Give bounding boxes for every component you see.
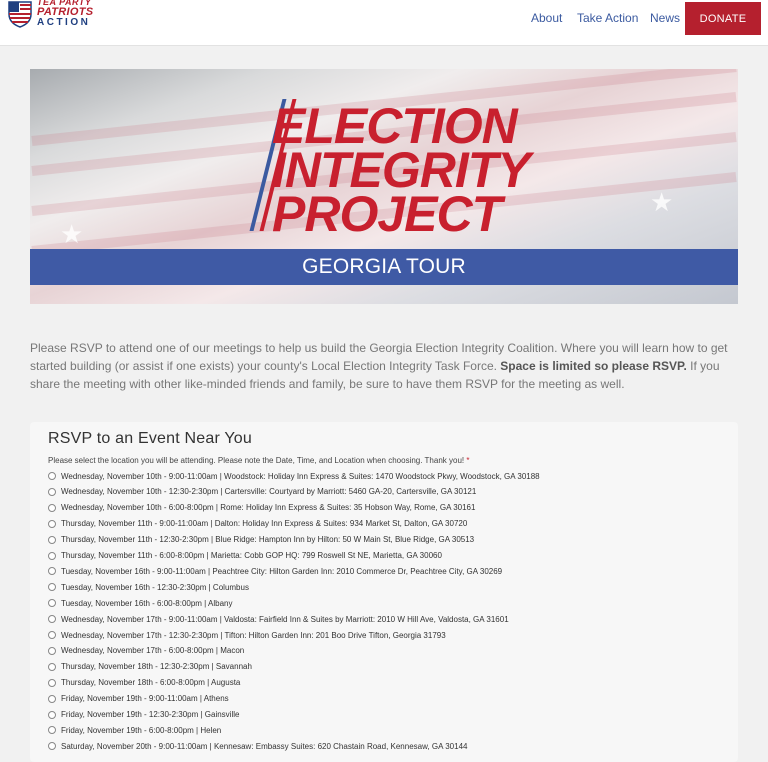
radio-button[interactable] [48, 631, 56, 639]
event-option-label: Friday, November 19th - 12:30-2:30pm | Gainsville [61, 710, 240, 719]
event-option[interactable] [48, 676, 240, 690]
radio-button[interactable] [48, 520, 56, 528]
event-option-label: Thursday, November 18th - 12:30-2:30pm | Savannah [61, 662, 252, 672]
event-option-label: Wednesday, November 17th - 12:30-2:30pm | Tifton: Hilton Garden Inn: 201 Boo Drive Tifton, Georgia 31793 [61, 630, 446, 640]
radio-button[interactable] [48, 711, 56, 719]
radio-button[interactable] [48, 647, 56, 655]
event-option[interactable] [48, 644, 244, 658]
intro-bold-notice: Space is limited so please RSVP. [500, 359, 687, 373]
event-option-label: Thursday, November 11th - 9:00-11:00am | Dalton: Holiday Inn Express & Suites: 934 Market St, Dalton, GA 30720 [61, 519, 468, 529]
event-option-label: Friday, November 19th - 9:00-11:00am | Athens [61, 694, 229, 704]
banner-subtitle: GEORGIA TOUR [30, 249, 738, 285]
banner-title-line3: PROJECT [272, 186, 502, 242]
event-option-label: Thursday, November 18th - 6:00-8:00pm | Augusta [61, 678, 241, 688]
radio-button[interactable] [48, 552, 56, 560]
radio-button[interactable] [48, 583, 56, 591]
event-option[interactable] [48, 660, 252, 674]
hero-banner [30, 69, 738, 304]
event-option[interactable] [48, 628, 446, 642]
event-option-label: Wednesday, November 10th - 9:00-11:00am | Woodstock: Holiday Inn Express & Suites: 1470 Woodstock Pkwy, Woodstock, GA 30188 [61, 471, 540, 481]
radio-button[interactable] [48, 536, 56, 544]
radio-button[interactable] [48, 679, 56, 687]
event-option[interactable] [48, 517, 467, 531]
event-option-label: Tuesday, November 16th - 9:00-11:00am | Peachtree City: Hilton Garden Inn: 2010 Commerce Dr, Peachtree City, GA 30269 [61, 566, 503, 576]
event-option[interactable] [48, 612, 509, 626]
radio-button[interactable] [48, 742, 56, 750]
radio-button[interactable] [48, 504, 56, 512]
nav-news[interactable]: News [650, 11, 681, 25]
event-option-label: Wednesday, November 10th - 6:00-8:00pm | Rome: Holiday Inn Express & Suites: 35 Hobson Way, Rome, GA 30161 [61, 503, 476, 513]
intro-paragraph [30, 339, 738, 393]
event-option[interactable] [48, 596, 233, 610]
event-option-label: Wednesday, November 17th - 9:00-11:00am | Valdosta: Fairfield Inn & Suites by Marriott: 2010 W Hill Ave, Valdosta, GA 31601 [61, 614, 509, 624]
logo-text-line3: ACTION [37, 17, 91, 28]
radio-button[interactable] [48, 615, 56, 623]
event-option-label: Thursday, November 11th - 6:00-8:00pm | Marietta: Cobb GOP HQ: 799 Roswell St NE, Marietta, GA 30060 [61, 551, 442, 560]
donate-button[interactable]: DONATE [685, 2, 761, 35]
radio-button[interactable] [48, 567, 56, 575]
intro-text-2: If you share the meeting with other like-minded friends and family, be sure to have them RSVP for the meeting as well. [30, 359, 720, 391]
event-option[interactable] [48, 564, 502, 578]
required-marker: * [466, 456, 470, 465]
banner-title-line1: ELECTION [272, 98, 517, 154]
star-icon: ★ [60, 219, 84, 249]
radio-button[interactable] [48, 726, 56, 734]
event-option[interactable] [48, 739, 467, 753]
event-option[interactable] [48, 549, 442, 563]
event-option-label: Wednesday, November 17th - 6:00-8:00pm | Macon [61, 646, 245, 656]
event-option-label: Thursday, November 11th - 12:30-2:30pm | Blue Ridge: Hampton Inn by Hilton: 50 W Main St, Blue Ridge, GA 30513 [61, 535, 475, 545]
nav-take-action[interactable]: Take Action [577, 11, 639, 25]
event-option-label: Tuesday, November 16th - 6:00-8:00pm | Albany [61, 598, 233, 608]
flag-shield-icon [6, 0, 34, 28]
radio-button[interactable] [48, 663, 56, 671]
event-option[interactable] [48, 723, 221, 737]
logo-text-line2: PATRIOTS [37, 6, 94, 18]
event-option[interactable] [48, 708, 239, 722]
site-logo[interactable] [6, 0, 106, 30]
nav-about[interactable]: About [531, 11, 563, 25]
event-option[interactable] [48, 580, 249, 594]
event-option-label: Saturday, November 20th - 9:00-11:00am | Kennesaw: Embassy Suites: 620 Chastain Road, Kennesaw, GA 30144 [61, 741, 468, 751]
event-option-label: Friday, November 19th - 6:00-8:00pm | Helen [61, 725, 222, 735]
event-option[interactable] [48, 692, 229, 706]
event-option[interactable] [48, 533, 474, 547]
event-option-label: Wednesday, November 10th - 12:30-2:30pm | Cartersville: Courtyard by Marriott: 5460 GA-20, Cartersville, GA 30121 [61, 487, 477, 497]
rsvp-form-title: RSVP to an Event Near You [48, 430, 252, 447]
radio-button[interactable] [48, 695, 56, 703]
instructions-text: Please select the location you will be attending. Please note the Date, Time, and Location when choosing. Thank you! [48, 456, 465, 465]
event-option-label: Tuesday, November 16th - 12:30-2:30pm | Columbus [61, 582, 249, 592]
radio-button[interactable] [48, 488, 56, 496]
radio-button[interactable] [48, 599, 56, 607]
event-option[interactable] [48, 485, 476, 499]
radio-button[interactable] [48, 472, 56, 480]
event-option[interactable] [48, 501, 475, 515]
intro-text-1: Please RSVP to attend one of our meetings to help us build the Georgia Election Integrity Coalition. Where you will learn how to get started building (or assist if one exists) your county's Local Election Integrity Task Force. [30, 341, 728, 373]
top-nav-bar [0, 0, 768, 46]
star-icon: ★ [650, 187, 674, 217]
banner-title-line2: INTEGRITY [272, 142, 530, 198]
event-option[interactable] [48, 469, 540, 483]
rsvp-form-card [30, 422, 738, 762]
rsvp-instructions [48, 456, 469, 465]
logo-text-line1: TEA PARTY [37, 0, 92, 7]
